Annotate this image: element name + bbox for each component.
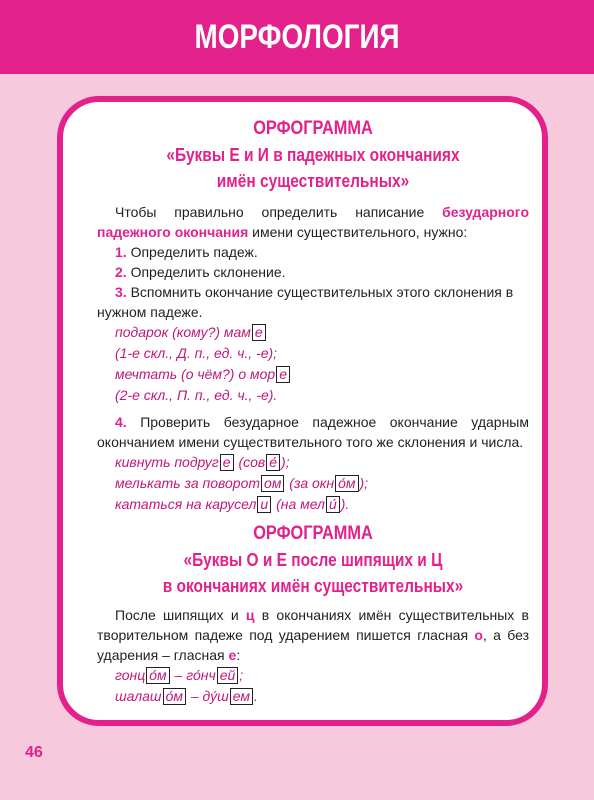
example-b-3-pre: кататься на карусел [115,496,257,512]
letter-o: о [474,627,483,643]
ending-box: о́м [163,688,186,705]
ending-box: е [220,454,234,471]
section2-label: ОРФОГРАММА [253,523,373,544]
check-ending-box: и́ [326,496,340,513]
step-4-text: Проверить безударное падежное окончание ударным окончанием имени существительного того же склонения и числа. [97,414,529,450]
section1-title-line1: «Буквы Е и И в падежных окончаниях [166,145,460,165]
example-a-3-text: мечтать (о чём?) о мор [115,366,276,382]
step-1-text: Определить падеж. [126,244,258,260]
ending-box: е [252,324,266,341]
letter-ts: ц [245,607,255,623]
step-3-continued: нужном падеже. [97,304,203,320]
section1-title-line2: имён существительных» [216,171,410,191]
ending-box: о́м [146,667,169,684]
page-number: 46 [25,744,43,761]
example-b-1-post: ); [281,454,290,470]
step-1 [97,242,529,262]
rule-text-part2: в окончаниях имён существительных в творительном падеже под ударением пишется гласная [97,607,529,643]
step-1-number: 1. [115,244,127,260]
ending-box: ей [217,667,239,684]
step-3-text: Вспомнить окончание существительных этого склонения в [126,284,514,300]
example-a-4: (2-е скл., П. п., ед. ч., -е). [115,387,278,403]
example-c-2 [97,686,529,707]
example-a-3 [97,364,529,385]
rule-text-part1: После шипящих и [115,607,246,623]
section1-label: ОРФОГРАММА [253,118,373,139]
example-c-2-mid: – ду́ш [186,688,229,704]
intro-after: имени существительного, нужно: [248,224,468,240]
intro-highlight: безударного падежного окончания [97,204,529,240]
ending-box: ем [230,688,253,705]
check-ending-box: о́м [335,475,358,492]
check-ending-box: е́ [266,454,280,471]
ending-box: и [257,496,271,513]
step-2-text: Определить склонение. [126,264,286,280]
section2-title-line1: «Буквы О и Е после шипящих и Ц [183,550,443,570]
rule-text-part3: , а без ударения – гласная [97,627,529,663]
example-b-2 [97,473,529,494]
example-c-2-post: . [253,688,258,704]
example-c-1-post: ; [239,667,244,683]
example-b-1-pre: кивнуть подруг [115,454,219,470]
step-4-number: 4. [115,414,127,430]
example-b-2-post: ); [359,475,369,491]
example-c-1-mid: – го́нч [170,667,216,683]
section2-rule-text [97,605,529,665]
example-a-1-text: подарок (кому?) мам [115,324,251,340]
example-b-2-pre: мелькать за поворот [115,475,261,491]
page-header-title: МОРФОЛОГИЯ [194,17,400,56]
rule-text-part4: : [236,647,241,663]
page-header [0,0,594,74]
example-a-1 [97,322,529,343]
example-a-2: (1-е скл., Д. п., ед. ч., -е); [115,345,278,361]
card-content [97,116,529,707]
section1-intro [97,202,529,242]
step-2-number: 2. [115,264,127,280]
step-3-number: 3. [115,284,127,300]
ending-box: ом [261,475,284,492]
step-4 [97,412,529,452]
example-c-1-pre: гонц [115,667,146,683]
example-b-2-mid: (за окн [285,475,335,491]
example-b-3-post: ). [340,496,350,512]
example-b-3-mid: (на мел [272,496,325,512]
example-b-1-mid: (сов [234,454,266,470]
example-c-1 [97,665,529,686]
example-c-2-pre: шалаш [115,688,162,704]
step-3 [97,282,529,302]
section2-title-line2: в окончаниях имён существительных» [162,576,464,596]
rule-card [57,96,548,726]
step-2 [97,262,529,282]
letter-e: е [228,647,237,663]
example-b-3 [97,494,529,515]
intro-before: Чтобы правильно определить написание [115,204,443,220]
ending-box: е [276,366,290,383]
example-b-1 [97,452,529,473]
